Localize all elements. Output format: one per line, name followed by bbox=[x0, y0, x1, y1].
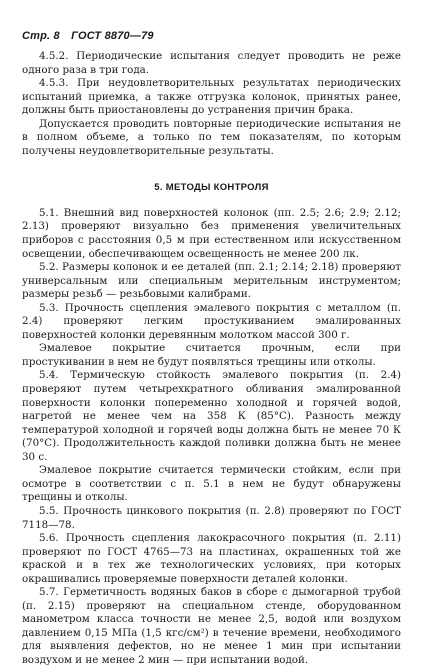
paragraph: Допускается проводить повторные периодические испытания не в полном объеме, а только по тем показателям, по которым получены неудовлетворительные результаты. bbox=[22, 117, 401, 157]
paragraph: 5.1. Внешний вид поверхностей колонок (пп. 2.5; 2.6; 2.9; 2.12; 2.13) проверяют визуально без применения увеличительных приборов с расстояния 0,5 м при естественном или искусственном освещении, обеспечивающем освещенность не менее 200 лк. bbox=[22, 206, 401, 260]
paragraph: 5.5. Прочность цинкового покрытия (п. 2.8) проверяют по ГОСТ 7118—78. bbox=[22, 504, 401, 531]
paragraph: 5.4. Термическую стойкость эмалевого покрытия (п. 2.4) проверяют путем четырехкратного обливания эмалированной поверхности колонки попеременно холодной и горячей водой, нагретой не менее чем на 358 К (85°С). Разность между температурой холодной и горячей воды должна быть не менее 70 К (70°С). Продолжительность каждой поливки должна быть не менее 30 с. bbox=[22, 369, 401, 463]
paragraph: 5.3. Прочность сцепления эмалевого покрытия с металлом (п. 2.4) проверяют легким простукиванием эмалированных поверхностей колонки деревянным молотком массой 300 г. bbox=[22, 301, 401, 341]
paragraph: Эмалевое покрытие считается термически стойким, если при осмотре в соответствии с п. 5.1 в нем не будут обнаружены трещины и отколы. bbox=[22, 464, 401, 504]
paragraph: Эмалевое покрытие считается прочным, если при простукивании в нем не будут появляться трещины или отколы. bbox=[22, 342, 401, 368]
document-body bbox=[22, 50, 401, 668]
section-title: 5. МЕТОДЫ КОНТРОЛЯ bbox=[154, 182, 269, 194]
page-number: Стр. 8 bbox=[22, 30, 60, 42]
page-header bbox=[22, 30, 401, 42]
paragraph: 5.7. Герметичность водяных баков в сборе с дымогарной трубой (п. 2.15) проверяют на специальном стенде, оборудованном манометром класса точности не менее 2,5, водой или воздухом давлением 0,15 МПа (1,5 кгс/см²) в течение времени, необходимого для выявления дефектов, но не менее 1 мин при испытании воздухом и не менее 2 мин — при испытании водой. bbox=[22, 586, 401, 666]
paragraph: 4.5.2. Периодические испытания следует проводить не реже одного раза в три года. bbox=[22, 50, 401, 76]
paragraph: 5.6. Прочность сцепления лакокрасочного покрытия (п. 2.11) проверяют по ГОСТ 4765—73 на пластинах, окрашенных той же краской и в тех же технологических условиях, при которых окрашивались проверяемые поверхности деталей колонки. bbox=[22, 532, 401, 585]
standard-designation: ГОСТ 8870—79 bbox=[71, 30, 154, 42]
paragraph: 5.2. Размеры колонок и ее деталей (пп. 2.1; 2.14; 2.18) проверяют универсальным или специальным мерительным инструментом; размеры резьб — резьбовыми калибрами. bbox=[22, 261, 401, 301]
paragraph: 4.5.3. При неудовлетворительных результатах периодических испытаний приемка, а также отгрузка колонок, принятых ранее, должны быть приостановлены до устранения причин брака. bbox=[22, 77, 401, 117]
